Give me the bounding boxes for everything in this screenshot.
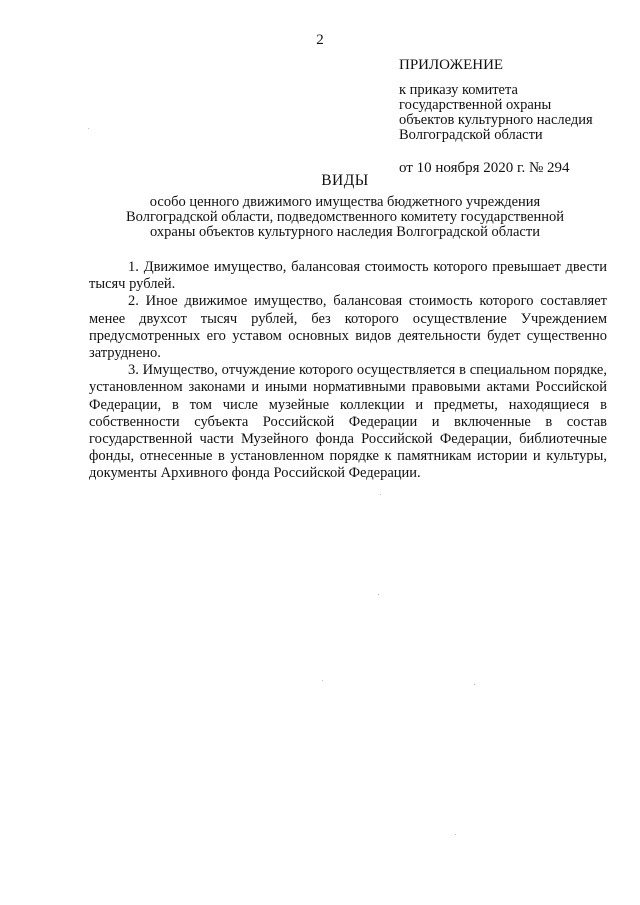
document-body — [89, 259, 607, 483]
appendix-date: от 10 ноября 2020 г. № 294 — [399, 160, 570, 176]
scan-speck — [474, 684, 475, 685]
appendix-block — [399, 58, 629, 176]
appendix-title: ПРИЛОЖЕНИЕ — [399, 57, 504, 73]
paragraph-1: 1. Движимое имущество, балансовая стоимость которого превышает двести тысяч рублей. — [89, 259, 607, 293]
subheading-line: Волгоградской области, подведомственного комитету государственной — [126, 209, 564, 225]
scan-speck — [88, 128, 89, 129]
appendix-line: Волгоградской области — [399, 127, 543, 143]
paragraph-2: 2. Иное движимое имущество, балансовая стоимость которого составляет менее двухсот тысяч рублей, без которого осуществление Учреждением предусмотренных его уставом основных видов деятельности будет существенно затруднено. — [89, 293, 607, 362]
page-number: 2 — [316, 32, 324, 48]
document-subheading — [90, 195, 600, 240]
paragraph-3: 3. Имущество, отчуждение которого осуществляется в специальном порядке, установленном законами и иными нормативными правовыми актами Российской Федерации, в том числе музейные коллекции и предметы, находящиеся в собственности субъекта Российской Федерации и включенные в состав государственной части Музейного фонда Российской Федерации, библиотечные фонды, отнесенные в установленном порядке к памятникам истории и культуры, документы Архивного фонда Российской Федерации. — [89, 362, 607, 482]
scan-speck — [378, 594, 379, 595]
scan-speck — [455, 834, 456, 835]
scan-speck — [380, 494, 381, 495]
scan-speck — [322, 680, 323, 681]
document-heading: ВИДЫ — [321, 172, 369, 189]
appendix-line: объектов культурного наследия — [399, 112, 593, 128]
subheading-line: особо ценного движимого имущества бюджетного учреждения — [149, 194, 541, 210]
appendix-line: к приказу комитета — [399, 82, 518, 98]
subheading-line: охраны объектов культурного наследия Волгоградской области — [150, 224, 540, 240]
appendix-line: государственной охраны — [399, 97, 552, 113]
